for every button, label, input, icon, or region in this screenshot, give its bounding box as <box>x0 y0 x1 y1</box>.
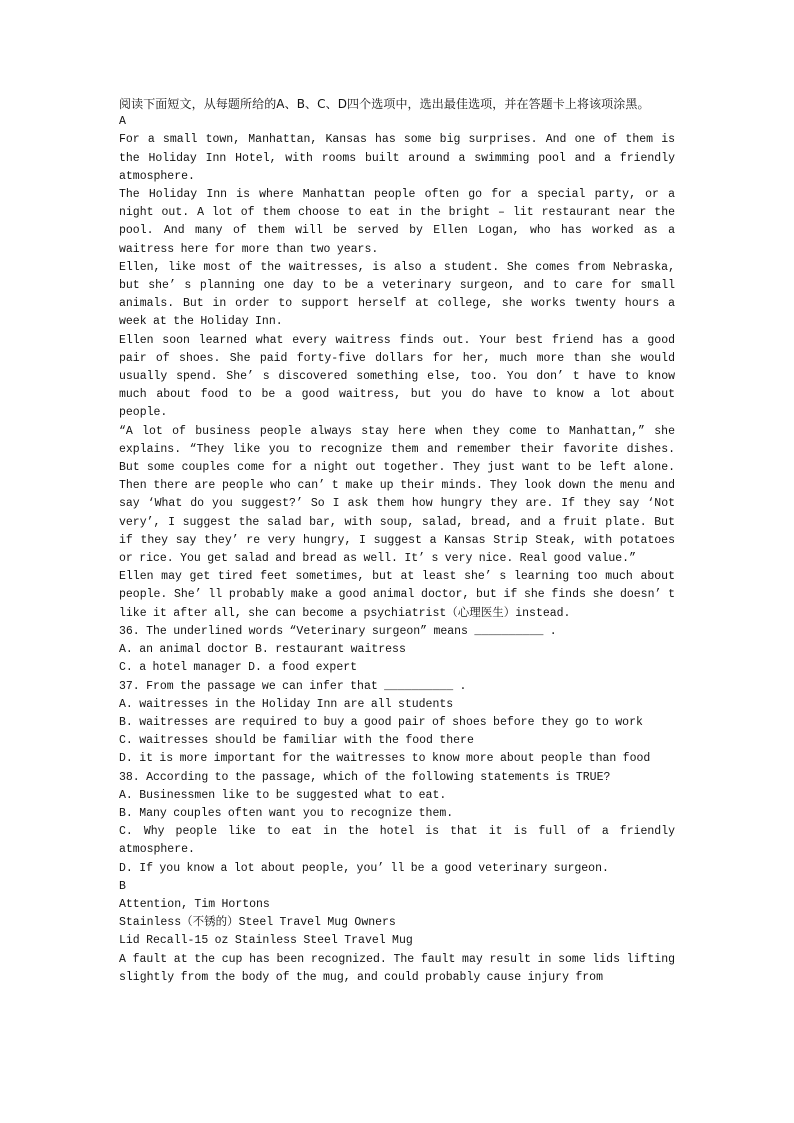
question-36-options-cd: C. a hotel manager D. a food expert <box>119 661 358 675</box>
passage-b-paragraph-1: A fault at the cup has been recognized. The fault may result in some lids lifting slightly from the body of the mug, and could probably cause injury from <box>119 952 675 984</box>
instructions: 阅读下面短文，从每题所给的A、B、C、D四个选项中，选出最佳选项，并在答题卡上将该项涂黑。 <box>119 97 650 111</box>
question-37-stem: 37. From the passage we can infer that __________ . <box>119 679 467 693</box>
notice-recall-title: Lid Recall-15 oz Stainless Steel Travel Mug <box>119 934 413 948</box>
notice-subheading: Stainless（不锈的）Steel Travel Mug Owners <box>119 916 396 930</box>
question-37-option-a: A. waitresses in the Holiday Inn are all students <box>119 697 454 711</box>
section-b-label: B <box>119 879 126 893</box>
question-36-stem: 36. The underlined words “Veterinary surgeon” means __________ . <box>119 624 557 638</box>
question-38-option-c: C. Why people like to eat in the hotel is that it is full of a friendly atmosphere. <box>119 825 675 857</box>
passage-a-paragraph-2: The Holiday Inn is where Manhattan people often go for a special party, or a night out. A lot of them choose to eat in the bright – lit restaurant near the pool. And many of them will be served by Ellen Logan, who has worked as a waitress here for more than two years. <box>119 188 675 256</box>
passage-a-paragraph-1: For a small town, Manhattan, Kansas has some big surprises. And one of them is the Holiday Inn Hotel, with rooms built around a swimming pool and a friendly atmosphere. <box>119 133 675 183</box>
question-38-option-b: B. Many couples often want you to recognize them. <box>119 806 454 820</box>
question-38-stem: 38. According to the passage, which of the following statements is TRUE? <box>119 770 611 784</box>
notice-heading: Attention, Tim Hortons <box>119 897 270 911</box>
section-a-label: A <box>119 115 126 129</box>
passage-a-paragraph-5: “A lot of business people always stay here when they come to Manhattan,” she explains. “They like you to recognize them and remember their favorite dishes. But some couples come for a night out together. They just want to be left alone. Then there are people who can’ t make up their minds. They look down the menu and say ‘What do you suggest?’ So I ask them how hungry they are. If they say ‘Not very’, I suggest the salad bar, with soup, salad, bread, and a fruit plate. But if they say they’ re very hungry, I suggest a Kansas Strip Steak, with potatoes or rice. You get salad and bread as well. It’ s very nice. Real good value.” <box>119 424 675 566</box>
question-37-option-c: C. waitresses should be familiar with the food there <box>119 734 474 748</box>
question-38-option-d: D. If you know a lot about people, you’ ll be a good veterinary surgeon. <box>119 861 609 875</box>
question-38-option-a: A. Businessmen like to be suggested what to eat. <box>119 788 447 802</box>
passage-a-paragraph-6: Ellen may get tired feet sometimes, but at least she’ s learning too much about people. She’ ll probably make a good animal doctor, but if she finds she doesn’ t like it after all, she can become a psychiatrist（心理医生）instead. <box>119 570 675 620</box>
question-37-option-b: B. waitresses are required to buy a good pair of shoes before they go to work <box>119 715 643 729</box>
question-37-option-d: D. it is more important for the waitresses to know more about people than food <box>119 752 651 766</box>
passage-a-paragraph-4: Ellen soon learned what every waitress finds out. Your best friend has a good pair of shoes. She paid forty-five dollars for her, much more than she would usually spend. She’ s discovered something else, too. You don’ t have to know much about food to be a good waitress, but you do have to know a lot about people. <box>119 333 675 420</box>
passage-a-paragraph-3: Ellen, like most of the waitresses, is also a student. She comes from Nebraska, but she’ s planning one day to be a veterinary surgeon, and to care for small animals. But in order to support herself at college, she works twenty hours a week at the Holiday Inn. <box>119 260 675 329</box>
document-page <box>119 95 675 987</box>
question-36-options-ab: A. an animal doctor B. restaurant waitress <box>119 643 406 657</box>
